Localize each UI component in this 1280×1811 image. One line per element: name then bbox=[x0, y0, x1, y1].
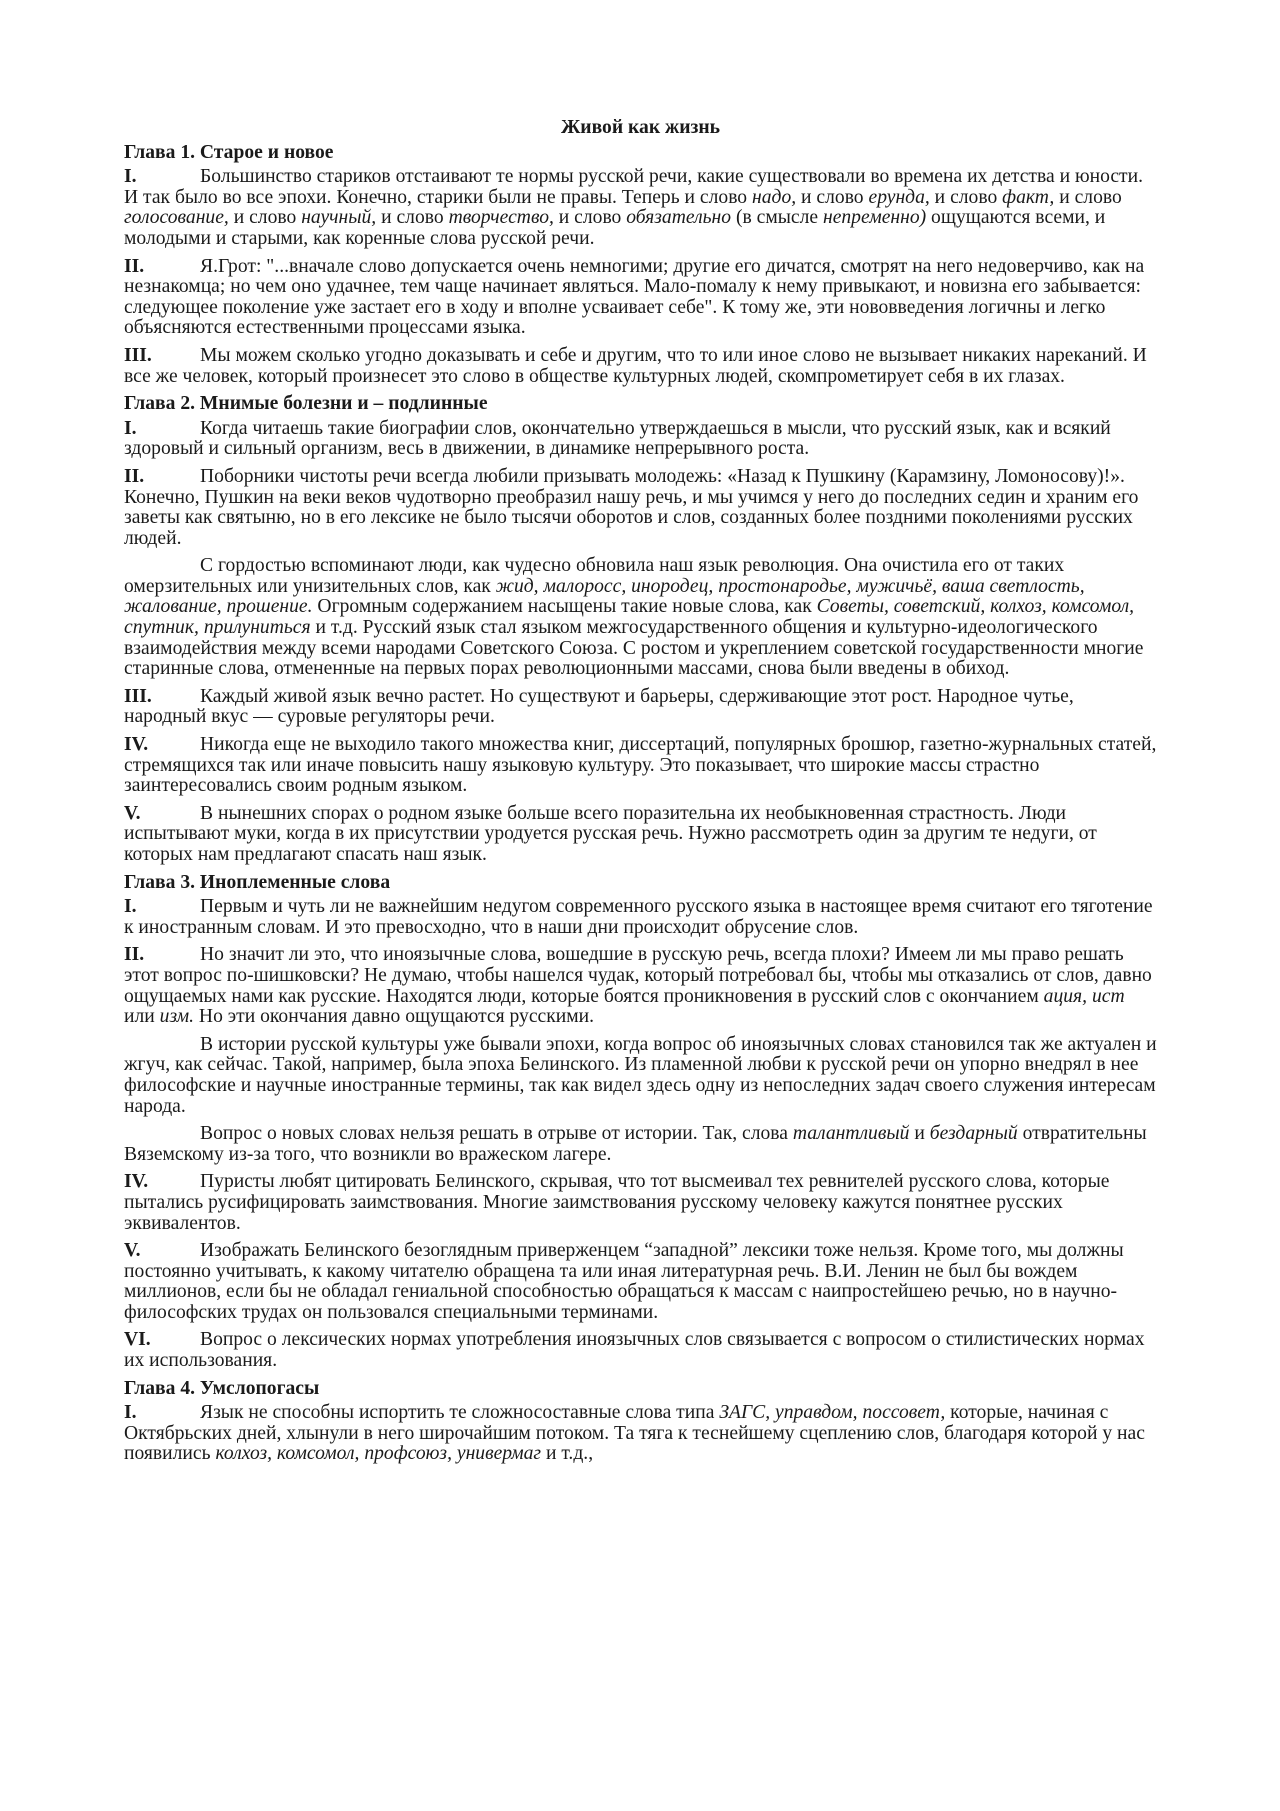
paragraph-text: Никогда еще не выходило такого множества книг, диссертаций, популярных брошюр, газетно-журнальных статей, стремящихся так или иначе повысить нашу языковую культуру. Это показывает, что широкие массы страстно заинтересовались своим родным языком. bbox=[124, 734, 1157, 797]
paragraph-text: Мы можем сколько угодно доказывать и себе и другим, что то или иное слово не вызывает никаких нареканий. И все же человек, который произнесет это слово в обществе культурных людей, скомпрометирует себя в их глазах. bbox=[124, 344, 1147, 387]
paragraph-text: и т.д., bbox=[541, 1443, 594, 1465]
paragraph-number: II. bbox=[124, 255, 145, 277]
chapter-3-paragraph-3 bbox=[124, 1035, 1157, 1117]
paragraph-text: Первым и чуть ли не важнейшим недугом современного русского языка в настоящее время считают его тяготение к иностранным словам. И это превосходно, что в наши дни происходит обрусение слов. bbox=[124, 896, 1153, 938]
italic-term: колхоз, комсомол, профсоюз, универмаг bbox=[215, 1443, 542, 1465]
chapter-2-paragraph-3 bbox=[124, 556, 1157, 680]
paragraph-text: В истории русской культуры уже бывали эпохи, когда вопрос об иноязычных словах становился так же актуален и жгуч, как сейчас. Такой, например, была эпоха Белинского. Из пламенной любви к русской речи он упорно внедрял в нее философские и научные иностранные термины, так как видел здесь одну из непоследних задач своего служения интересам народа. bbox=[124, 1033, 1157, 1117]
chapter-3-heading: Глава 3. Иноплеменные слова bbox=[124, 871, 391, 893]
paragraph-number: V. bbox=[124, 802, 141, 824]
italic-term: обязательно bbox=[626, 207, 732, 229]
italic-term: ерунда, bbox=[868, 186, 930, 208]
chapter-3-paragraph-2 bbox=[124, 945, 1157, 1027]
paragraph-number: I. bbox=[124, 166, 137, 188]
paragraph-number: V. bbox=[124, 1240, 141, 1262]
italic-term: творчество, bbox=[448, 207, 554, 229]
paragraph-text: Я.Грот: "...вначале слово допускается очень немногими; другие его дичатся, смотрят на него недоверчиво, как на незнакомца; но чем оно удачнее, тем чаще начинает являться. Мало-помалу к нему привыкают, и новизна его забывается: следующее поколение уже застает его в ходу и вполне усваивает себе". К тому же, эти нововведения логичны и легко объясняются естественными процессами языка. bbox=[124, 255, 1145, 339]
italic-term: надо, bbox=[752, 186, 797, 208]
paragraph-number: I. bbox=[124, 417, 137, 439]
paragraph-number: II. bbox=[124, 944, 145, 966]
paragraph-text: Поборники чистоты речи всегда любили призывать молодежь: «Назад к Пушкину (Карамзину, Ломоносову)!». Конечно, Пушкин на веки веков чудотворно преобразил нашу речь, и мы учимся у него до последних седин и храним его заветы как святыню, но в его лексике не было тысячи оборотов и слов, созданных более поздними поколениями русских людей. bbox=[124, 465, 1139, 549]
chapter-3-paragraph-4 bbox=[124, 1124, 1157, 1165]
chapter-1-heading: Глава 1. Старое и новое bbox=[124, 141, 334, 163]
chapter-2-paragraph-4 bbox=[124, 687, 1157, 728]
chapter-2-paragraph-1 bbox=[124, 419, 1157, 460]
chapter-1-paragraph-3 bbox=[124, 346, 1157, 387]
paragraph-text: Изображать Белинского безоглядным приверженцем “западной” лексики тоже нельзя. Кроме того, мы должны постоянно учитывать, к какому читателю обращена та или иная литературная речь. В.И. Ленин не был бы вождем миллионов, если бы не обладал гениальной способностью обращаться к массам с наипростейшею речью, но в научно-философских трудах он пользовался специальными терминами. bbox=[124, 1240, 1124, 1323]
paragraph-text: Язык не способны испортить те сложносоставные слова типа bbox=[200, 1402, 720, 1424]
paragraph-number: IV. bbox=[124, 1171, 149, 1193]
chapter-2-paragraph-2 bbox=[124, 467, 1157, 549]
paragraph-number: VI. bbox=[124, 1329, 151, 1351]
chapter-3-paragraph-5 bbox=[124, 1172, 1157, 1234]
paragraph-text: (в смысле bbox=[731, 207, 823, 229]
italic-term: жид, малоросс, инородец, простонародье, мужичьё, ваша светлость, жалование, прошение. bbox=[124, 575, 1085, 618]
paragraph-text: и т.д. Русский язык стал языком межгосударственного общения и культурно-идеологического взаимодействия между всеми народами Советского Союза. С ростом и укреплением советской государственности многие старинные слова, отмененные на первых порах революционными массами, снова были введены в обиход. bbox=[124, 617, 1144, 680]
paragraph-text: отвратительны Вяземскому из-за того, что возникли во вражеском лагере. bbox=[124, 1123, 1147, 1165]
paragraph-number: I. bbox=[124, 1402, 137, 1424]
chapter-2-paragraph-6 bbox=[124, 804, 1157, 866]
italic-term: талантливый bbox=[792, 1123, 910, 1145]
chapter-4-heading: Глава 4. Умслопогасы bbox=[124, 1377, 320, 1399]
italic-term: бездарный bbox=[929, 1123, 1018, 1145]
paragraph-text: С гордостью вспоминают люди, как чудесно обновила наш язык революция. Она очистила его от таких омерзительных или унизительных слов, как bbox=[124, 555, 1065, 597]
paragraph-text: которые, начиная с Октябрьских дней, хлынули в него широчайшим потоком. Та тяга к теснейшему сцеплению слов, благодаря которой у нас появились bbox=[124, 1402, 1145, 1465]
paragraph-text: В нынешних спорах о родном языке больше всего поразительна их необыкновенная страстность. Люди испытывают муки, когда в их присутствии уродуется русская речь. Нужно рассмотреть один за другим те недуги, от которых нам предлагают спасать наш язык. bbox=[124, 802, 1097, 865]
paragraph-text: Вопрос о лексических нормах употребления иноязычных слов связывается с вопросом о стилистических нормах их использования. bbox=[124, 1329, 1145, 1372]
chapter-3-paragraph-1 bbox=[124, 897, 1157, 938]
paragraph-number: IV. bbox=[124, 734, 149, 756]
paragraph-text: Когда читаешь такие биографии слов, окончательно утверждаешься в мысли, что русский язык, как и всякий здоровый и сильный организм, весь в движении, в динамике непрерывного роста. bbox=[124, 417, 1111, 460]
chapter-1-paragraph-1 bbox=[124, 167, 1157, 249]
paragraph-text: или bbox=[124, 1006, 160, 1028]
italic-term: ЗАГС, управдом, поссовет, bbox=[719, 1402, 946, 1424]
document-page bbox=[124, 118, 1157, 1472]
paragraph-number: II. bbox=[124, 465, 145, 487]
chapter-3-paragraph-6 bbox=[124, 1241, 1157, 1323]
paragraph-text: и слово bbox=[553, 207, 627, 229]
italic-term: изм. bbox=[159, 1006, 195, 1028]
chapter-1-paragraph-2 bbox=[124, 257, 1157, 339]
italic-term: научный, bbox=[301, 207, 377, 229]
italic-term: непременно) bbox=[822, 207, 927, 229]
paragraph-text: Каждый живой язык вечно растет. Но существуют и барьеры, сдерживающие этот рост. Народное чутье, народный вкус — суровые регуляторы речи. bbox=[124, 685, 1074, 728]
paragraph-text: и слово bbox=[228, 207, 302, 229]
paragraph-number: III. bbox=[124, 344, 152, 366]
chapter-4-paragraph-1 bbox=[124, 1403, 1157, 1465]
paragraph-text: и слово bbox=[796, 186, 869, 208]
italic-term: голосование, bbox=[124, 207, 229, 229]
chapter-2-paragraph-5 bbox=[124, 735, 1157, 797]
document-title: Живой как жизнь bbox=[560, 117, 721, 138]
paragraph-number: I. bbox=[124, 896, 137, 918]
paragraph-text: ощущаются всеми, и молодыми и старыми, как коренные слова русской речи. bbox=[124, 207, 1106, 249]
italic-term: Советы, советский, колхоз, комсомол, спутник, прилуниться bbox=[124, 596, 1135, 639]
paragraph-text: и слово bbox=[1054, 186, 1122, 208]
paragraph-text: и слово bbox=[929, 186, 1003, 208]
paragraph-text: Огромным содержанием насыщены такие новые слова, как bbox=[312, 596, 817, 618]
paragraph-text: и bbox=[909, 1123, 930, 1145]
italic-term: факт, bbox=[1002, 186, 1055, 208]
chapter-2-heading: Глава 2. Мнимые болезни и – подлинные bbox=[124, 393, 488, 415]
italic-term: ация, ист bbox=[1043, 985, 1125, 1007]
paragraph-text: и слово bbox=[376, 207, 449, 229]
paragraph-text: Пуристы любят цитировать Белинского, скрывая, что тот высмеивал тех ревнителей русского слова, которые пытались русифицировать заимствования. Многие заимствования русскому человеку кажутся понятнее русских эквивалентов. bbox=[124, 1171, 1110, 1234]
paragraph-text: Большинство стариков отстаивают те нормы русской речи, какие существовали во времена их детства и юности. И так было во все эпохи. Конечно, старики были не правы. Теперь и слово bbox=[124, 166, 1144, 208]
paragraph-text: Но эти окончания давно ощущаются русскими. bbox=[194, 1006, 595, 1028]
chapter-3-paragraph-7 bbox=[124, 1330, 1157, 1371]
paragraph-text: Вопрос о новых словах нельзя решать в отрыве от истории. Так, слова bbox=[200, 1123, 793, 1145]
paragraph-number: III. bbox=[124, 685, 152, 707]
paragraph-text: Но значит ли это, что иноязычные слова, вошедшие в русскую речь, всегда плохи? Имеем ли мы право решать этот вопрос по-шишковски? Не думаю, чтобы нашелся чудак, который потребовал бы, чтобы мы отказались от слов, давно ощущаемых нами как русские. Находятся люди, которые боятся проникновения в русский слов с окончанием bbox=[124, 944, 1152, 1007]
